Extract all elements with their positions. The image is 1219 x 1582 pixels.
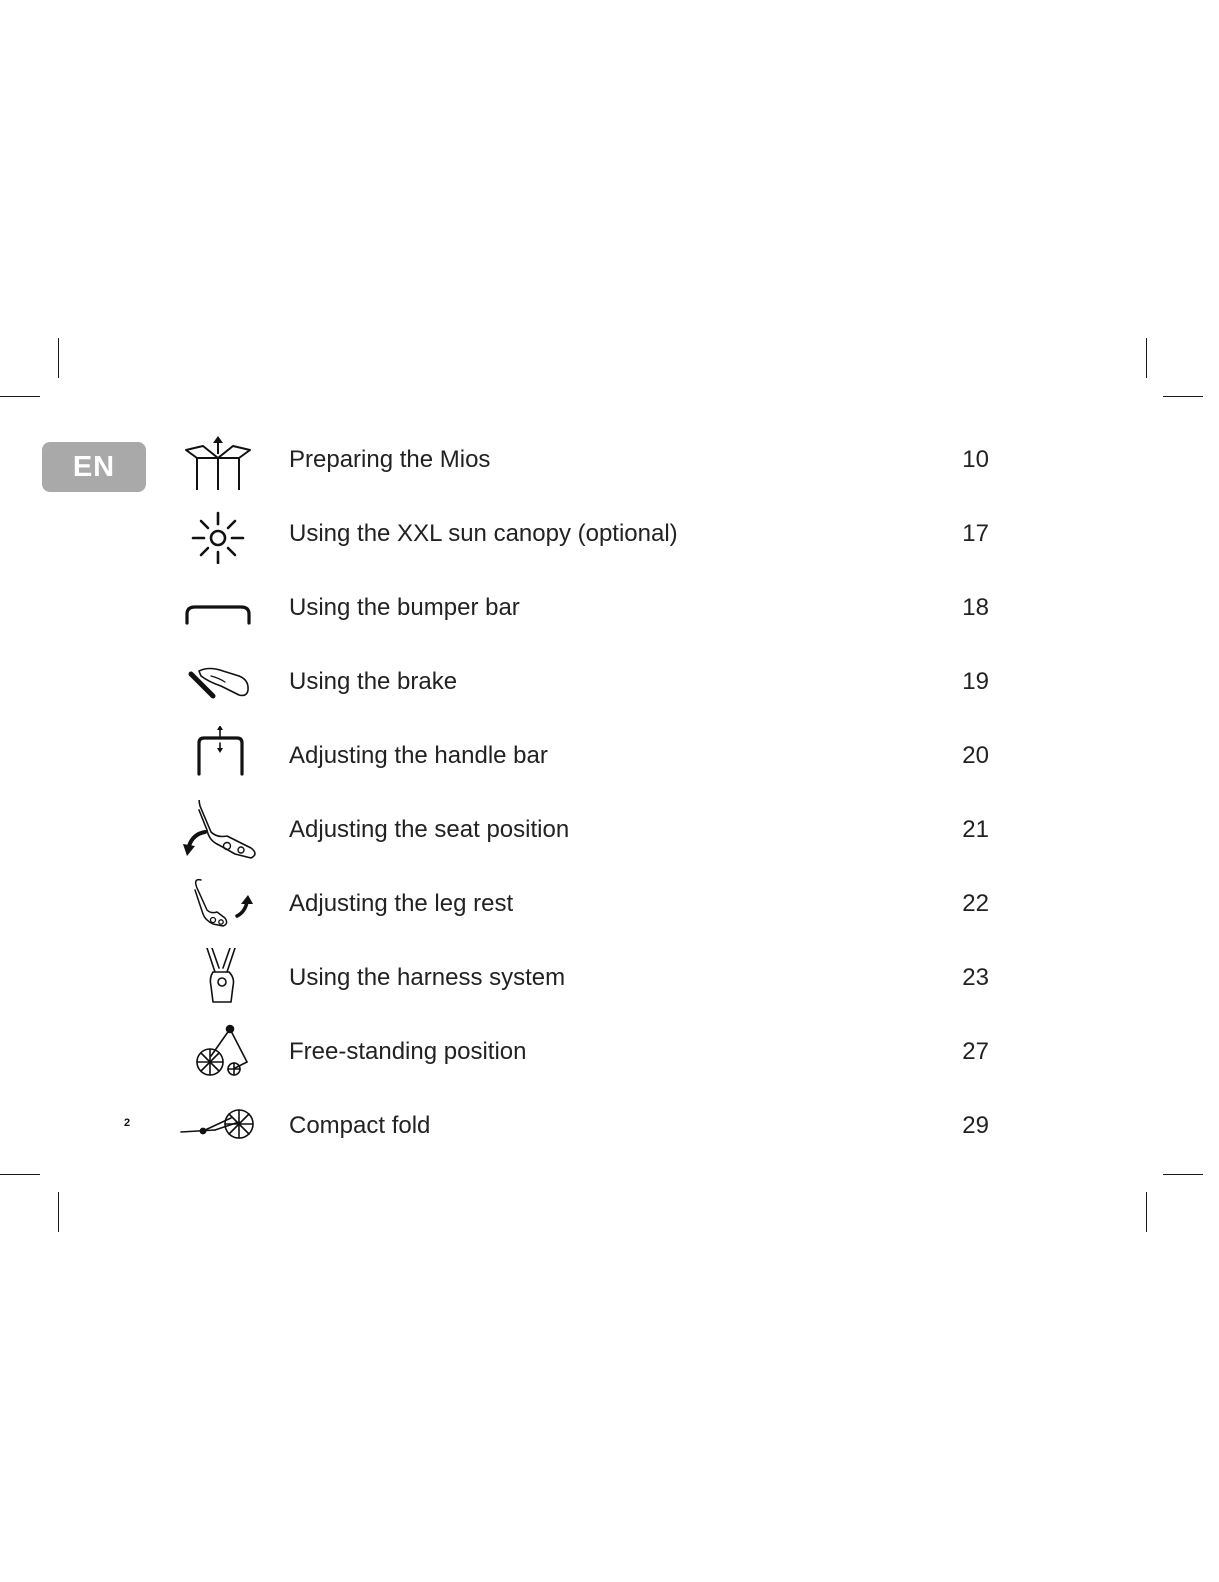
sun-icon — [175, 504, 265, 564]
crop-mark — [1146, 1192, 1147, 1232]
toc-entry-seat-position[interactable] — [170, 800, 1000, 860]
toc-page-number: 20 — [962, 742, 989, 769]
box-unpack-icon — [175, 430, 265, 490]
toc-title: Using the brake — [289, 668, 458, 695]
seat-recline-icon — [175, 800, 265, 860]
toc-page-number: 27 — [962, 1038, 989, 1065]
toc-page-number: 17 — [962, 520, 989, 547]
toc-page-number: 18 — [962, 594, 989, 621]
toc-entry-preparing[interactable] — [170, 430, 1000, 490]
language-tab: EN — [42, 442, 146, 492]
free-standing-icon — [175, 1022, 265, 1082]
toc-page-number: 22 — [962, 890, 989, 917]
toc-page-number: 10 — [962, 446, 989, 473]
toc-entry-compact-fold[interactable] — [170, 1096, 1000, 1156]
toc-title: Adjusting the leg rest — [289, 890, 514, 917]
compact-fold-icon — [175, 1096, 265, 1156]
toc-entry-brake[interactable] — [170, 652, 1000, 712]
toc-page-number: 21 — [962, 816, 989, 843]
handle-bar-adjust-icon — [175, 726, 265, 786]
crop-mark — [1146, 338, 1147, 378]
bumper-bar-icon — [175, 578, 265, 638]
toc-title: Using the bumper bar — [289, 594, 520, 621]
crop-mark — [58, 1192, 59, 1232]
crop-mark — [1163, 1174, 1203, 1175]
page-number: 2 — [124, 1117, 131, 1129]
toc-entry-handle-bar[interactable] — [170, 726, 1000, 786]
toc-title: Using the XXL sun canopy (optional) — [289, 520, 678, 547]
toc-page-number: 19 — [962, 668, 989, 695]
toc-page-number: 29 — [962, 1112, 989, 1139]
toc-entry-harness[interactable] — [170, 948, 1000, 1008]
toc-title: Adjusting the handle bar — [289, 742, 548, 769]
toc-title: Compact fold — [289, 1112, 431, 1139]
toc-title: Preparing the Mios — [289, 446, 491, 473]
toc-entry-sun-canopy[interactable] — [170, 504, 1000, 564]
toc-title: Adjusting the seat position — [289, 816, 570, 843]
harness-icon — [175, 948, 265, 1008]
toc-entry-leg-rest[interactable] — [170, 874, 1000, 934]
toc-entry-free-standing[interactable] — [170, 1022, 1000, 1082]
toc-page-number: 23 — [962, 964, 989, 991]
leg-rest-icon — [175, 874, 265, 934]
crop-mark — [0, 396, 40, 397]
toc-title: Using the harness system — [289, 964, 566, 991]
toc-entry-bumper-bar[interactable] — [170, 578, 1000, 638]
crop-mark — [0, 1174, 40, 1175]
brake-foot-icon — [175, 652, 265, 712]
toc-title: Free-standing position — [289, 1038, 527, 1065]
crop-mark — [58, 338, 59, 378]
crop-mark — [1163, 396, 1203, 397]
